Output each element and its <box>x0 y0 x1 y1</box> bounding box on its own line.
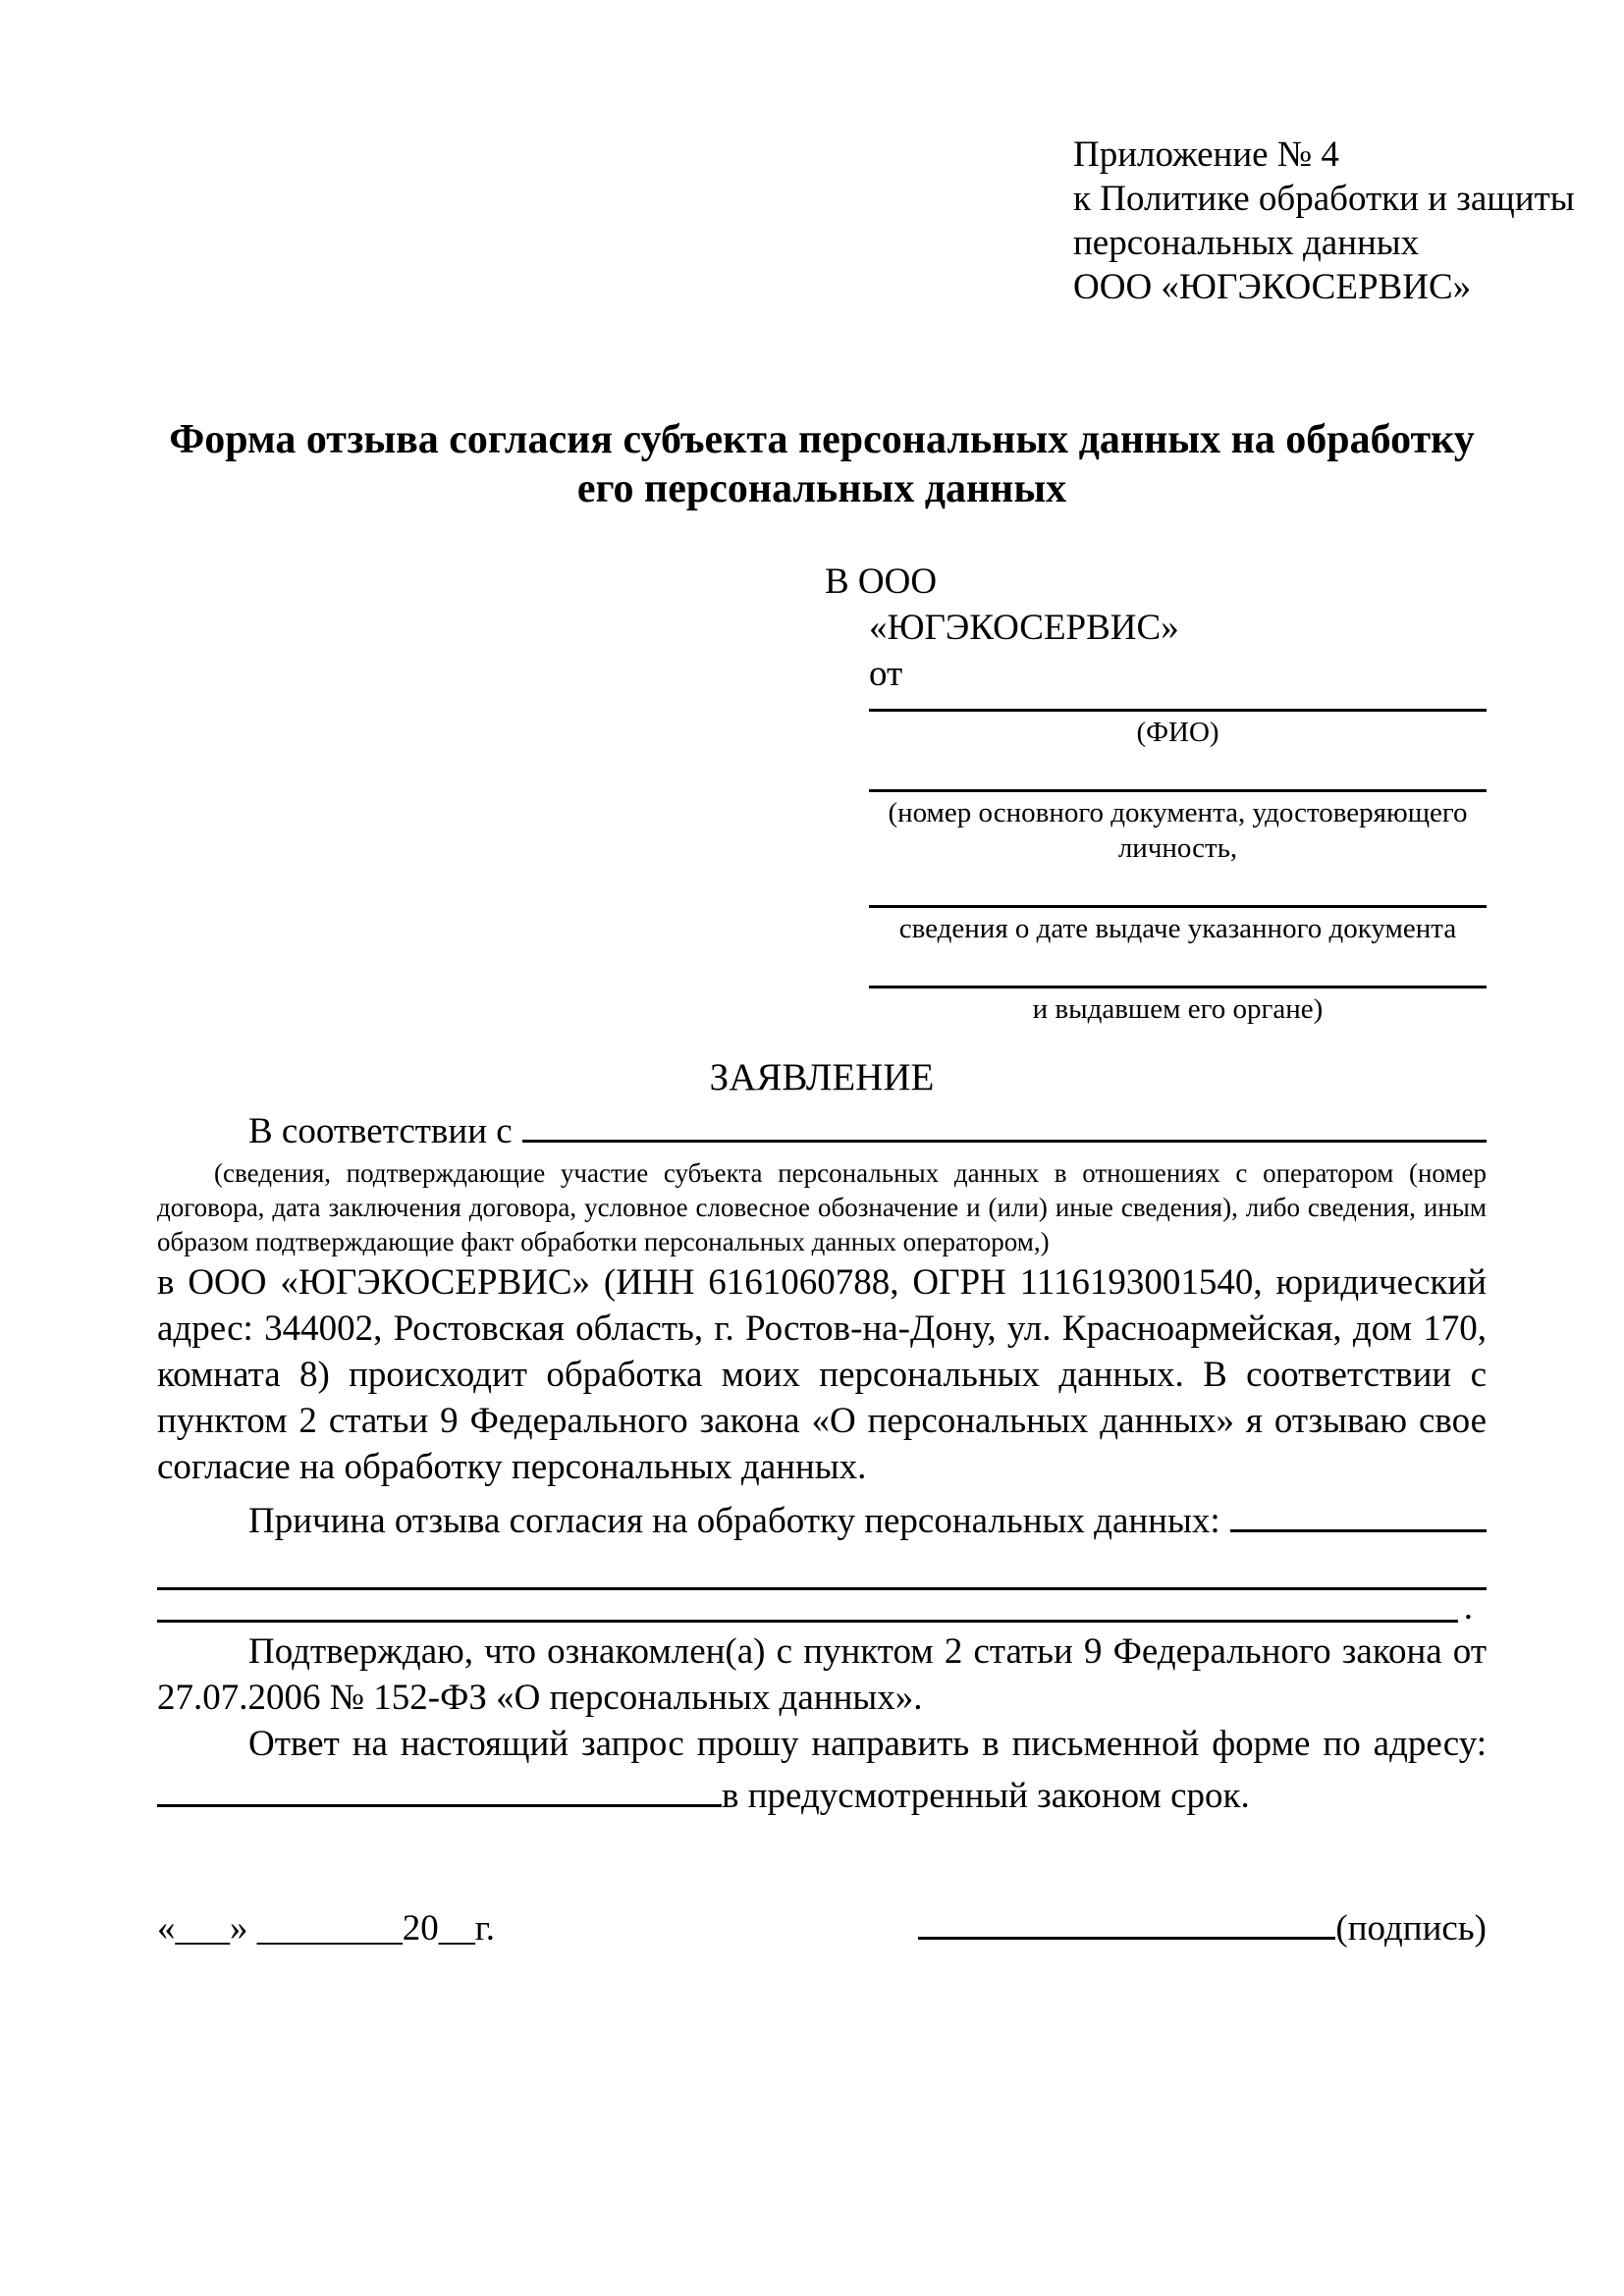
reply-address-blank-line <box>157 1767 722 1807</box>
statement-body: в ООО «ЮГЭКОСЕРВИС» (ИНН 6161060788, ОГРН 1116193001540, юридический адрес: 344002, Ростовская область, г. Ростов-на-Дону, ул. Красноармейская, дом 170, комната 8) происходит обработка моих персональных данных. В соответствии с пунктом 2 статьи 9 Федерального закона «О персональных данных» я отзываю свое согласие на обработку персональных данных. <box>157 1262 1487 1487</box>
reason-blank-line <box>1230 1490 1487 1532</box>
issue-date-caption: сведения о дате выдаче указанного документа <box>898 913 1457 944</box>
fio-caption: (ФИО) <box>1136 717 1219 748</box>
reply-suffix: в предусмотренный законом срок. <box>722 1776 1250 1816</box>
basis-prefix: В соответствии с <box>248 1111 513 1151</box>
reason-blank-line-3-rule <box>157 1587 1458 1623</box>
appendix-header-line: Приложение № 4 <box>1073 134 1339 175</box>
reply-address-row <box>157 1767 1487 1819</box>
document-number-caption: (номер основного документа, удостоверяющего личность, <box>888 797 1468 864</box>
basis-row <box>157 1100 1487 1154</box>
signature-blank-line <box>918 1899 1335 1940</box>
reason-blank-line-3 <box>157 1587 1487 1628</box>
signature-footer <box>157 1899 1487 1951</box>
reason-end-period: . <box>1463 1587 1473 1628</box>
reason-blank-line-2 <box>157 1544 1487 1590</box>
addressee-org-name: «ЮГЭКОСЕРВИС» <box>869 608 1179 648</box>
basis-footnote: (сведения, подтверждающие участие субъекта персональных данных в отношениях с оператором (номер договора, дата заключения договора, условное словесное обозначение и (или) иные сведения), либо сведения, иным образом подтверждающие факт обработки персональных данных оператором,) <box>157 1158 1487 1256</box>
confirmation-paragraph: Подтверждаю, что ознакомлен(а) с пунктом 2 статьи 9 Федерального закона от 27.07.2006 № 152-ФЗ «О персональных данных». <box>157 1631 1487 1718</box>
addressee-org-prefix: В ООО <box>825 561 938 602</box>
addressee-block <box>825 559 1487 1027</box>
statement-heading: ЗАЯВЛЕНИЕ <box>709 1056 935 1098</box>
appendix-header <box>1073 133 1575 309</box>
basis-blank-line <box>522 1100 1487 1143</box>
document-title-line: его персональных данных <box>576 466 1067 511</box>
issue-date-blank-line <box>869 866 1487 908</box>
signature-caption: (подпись) <box>1335 1908 1487 1949</box>
document-title <box>157 415 1487 513</box>
reason-row <box>157 1490 1487 1544</box>
fio-blank-line <box>869 697 1487 712</box>
reason-prefix: Причина отзыва согласия на обработку персональных данных: <box>248 1501 1220 1541</box>
date-blank-line: «___» ________20__г. <box>157 1908 496 1949</box>
addressee-from-label: от <box>869 654 903 694</box>
issuing-authority-blank-line <box>869 946 1487 988</box>
appendix-header-line: ООО «ЮГЭКОСЕРВИС» <box>1073 267 1472 307</box>
appendix-header-line: персональных данных <box>1073 223 1420 263</box>
issuing-authority-caption: и выдавшем его органе) <box>1032 993 1324 1025</box>
document-title-line: Форма отзыва согласия субъекта персональных данных на обработку <box>169 417 1475 462</box>
signature-group <box>918 1899 1487 1951</box>
document-number-blank-line <box>869 750 1487 792</box>
reply-request-line: Ответ на настоящий запрос прошу направить в письменной форме по адресу: <box>248 1724 1487 1764</box>
appendix-header-line: к Политике обработки и защиты <box>1073 179 1575 219</box>
